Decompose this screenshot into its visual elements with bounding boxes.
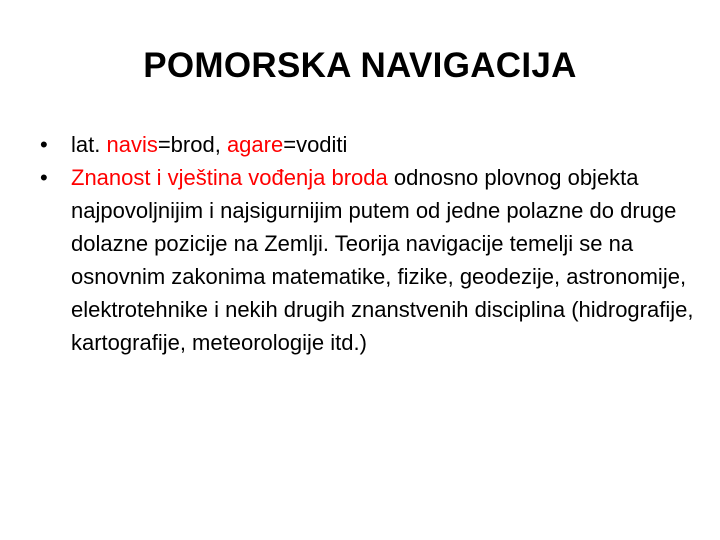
- bullet-item-etymology: [36, 128, 696, 161]
- bullet-text-part: odnosno plovnog objekta najpovoljnijim i najsigurnijim putem od jedne polazne do druge dolazne pozicije na Zemlji. Teorija navigacije temelji se na osnovnim zakonima matematike, fizike, geodezije, astronomije, elektrotehnike i nekih drugih znanstvenih disciplina (hidrografije, kartografije, meteorologije itd.): [71, 165, 694, 355]
- bullet-text-part: =voditi: [283, 132, 348, 157]
- bullet-item-definition: [36, 161, 696, 359]
- slide-title: POMORSKA NAVIGACIJA: [143, 46, 577, 85]
- bullet-text-part: =brod,: [157, 132, 227, 157]
- bullet-text-part: lat.: [71, 132, 107, 157]
- bullet-list: [36, 128, 696, 359]
- bullet-marker: •: [40, 132, 48, 157]
- bullet-highlight-definition: Znanost i vještina vođenja broda: [71, 165, 388, 190]
- bullet-keyword-agare: agare: [226, 132, 284, 157]
- bullet-keyword-navis: navis: [106, 132, 158, 157]
- bullet-marker: •: [40, 165, 48, 190]
